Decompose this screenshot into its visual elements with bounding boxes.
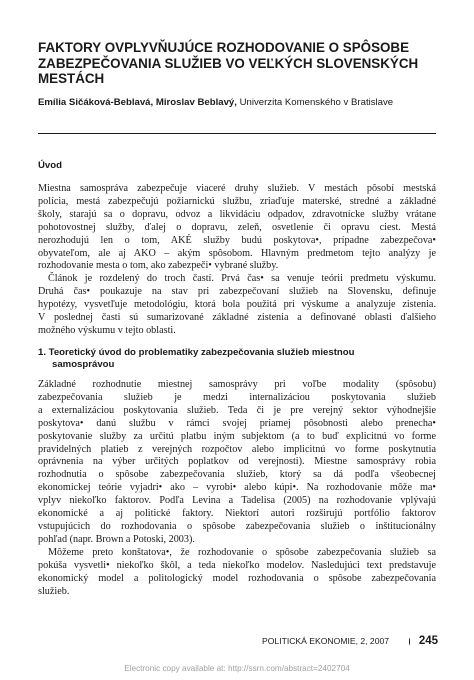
journal-name: POLITICKÁ EKONOMIE, 2, 2007 — [262, 636, 390, 646]
text-line: vstupujúcich do rozhodovania o spôsobe zabezpečovania služieb o inštitucionálny — [38, 520, 436, 532]
section-heading-line: 1. Teoretický úvod do problematiky zabezpečovania služieb miestnou — [38, 347, 355, 358]
text-line: pohotovostnej služby, ďalej o dopravu, zeleň, osvetlenie či opravu ciest. Mestá — [38, 221, 436, 233]
text-line: hypotézy, vysvetľuje metodológiu, ktorá bola použitá pri výskume a analyzuje zistenia. — [38, 298, 436, 310]
text-line: poskytova• danú službu v rámci svojej priamej pôsobnosti alebo prenecha• — [38, 417, 436, 429]
section-1-paragraph-1 — [38, 379, 436, 547]
title-line: ZABEZPEČOVANIA SLUŽIEB VO VEĽKÝCH SLOVENSKÝCH — [38, 55, 419, 71]
text-line: pravidelných platieb z verejných rozpočtov alebo implicitnú vo forme poskytnutia — [38, 443, 436, 455]
section-1-paragraph-2 — [38, 547, 436, 599]
electronic-copy-watermark: Electronic copy available at: http://ssrn.com/abstract=2402704 — [124, 664, 350, 673]
author-line — [38, 97, 438, 109]
text-line: služieb. — [38, 585, 70, 597]
text-line: poskytovanie služby za určitú platbu iným subjektom (a to buď explicitnú vo forme — [38, 430, 436, 442]
article-title — [38, 40, 438, 87]
text-line: školy, starajú sa o dopravu, odvoz a likvidáciu odpadov, zdravotnícke služby vrátane — [38, 208, 436, 220]
text-line: ekonomický model a politologický model rozhodovania o spôsobe zabezpečovania — [38, 572, 436, 584]
page-number: 245 — [418, 635, 438, 647]
text-line: nerozhodujú len o tom, AKÉ služby budú poskytova•, prípadne zabezpečova• — [38, 234, 436, 246]
text-line: a externalizáciou poskytovania služieb. Teda či je pre verejný sektor výhodnejšie — [38, 404, 436, 416]
text-line: V poslednej časti sú sumarizované základné zistenia a definované oblasti ďalšieho — [38, 311, 436, 323]
bullet-dot-icon — [409, 638, 410, 645]
text-line: rozhodnutia o spôsobe zabezpečovania služieb, ktorý sa dá podľa všeobecnej — [38, 469, 436, 481]
intro-paragraph-1 — [38, 183, 436, 273]
text-line: Môžeme preto konštatova•, že rozhodovanie o spôsobe zabezpečovania služieb sa — [48, 547, 436, 558]
text-line: Článok je rozdelený do troch častí. Prvá čas• sa venuje teórii predmetu výskumu. — [48, 273, 436, 284]
page-footer — [262, 635, 438, 647]
text-line: zabezpečovania služieb je medzi internalizáciou poskytovania služieb — [38, 391, 436, 403]
author-names: Emília Sičáková-Beblavá, Miroslav Beblavý, — [38, 97, 237, 108]
section-heading-line: samosprávou — [52, 359, 115, 370]
text-line: Druhá čas• poukazuje na stav pri zabezpečovaní služieb na Slovensku, definuje — [38, 285, 436, 297]
text-line: Základné rozhodnutie miestnej samosprávy pri voľbe modality (spôsobu) — [38, 379, 436, 390]
text-line: pohľad (napr. Brown a Potoski, 2003). — [38, 533, 195, 545]
text-line: ekonomickej teórie vyjadri• ako – vyrobi• alebo kúpi•. Na rozhodovanie môže ma• — [38, 482, 436, 494]
text-line: možného výskumu v tejto oblasti. — [38, 324, 176, 336]
text-line: vplyv niekoľko faktorov. Podľa Levina a Tadelisa (2005) na rozhodovanie vplývajú — [38, 495, 436, 507]
section-1-heading — [38, 347, 355, 371]
intro-paragraph-2 — [38, 273, 436, 338]
text-line: Miestna samospráva zabezpečuje viaceré druhy služieb. V mestách pôsobí mestská — [38, 183, 436, 194]
intro-heading: Úvod — [38, 160, 62, 171]
text-line: oprávnenia na výber určitých poplatkov od verejnosti). Miestne samosprávy robia — [38, 456, 436, 468]
title-line: MESTÁCH — [38, 71, 105, 87]
text-line: obyvateľom, ale aj AKO – akým spôsobom. Hlavným predmetom tejto analýzy je — [38, 247, 436, 259]
text-line: ekonomické a aj politické faktory. Niektorí autori rozširujú portfólio faktorov — [38, 508, 436, 520]
text-line: polícia, mestá zabezpečujú požiarnickú službu, zriaďuje materské, stredné a základné — [38, 195, 436, 207]
title-line: FAKTORY OVPLYVŇUJÚCE ROZHODOVANIE O SPÔSOBE — [38, 40, 410, 55]
text-line: rozhodovanie mesta o tom, ako zabezpeči• vybrané služby. — [38, 260, 279, 272]
author-affiliation: Univerzita Komenského v Bratislave — [236, 97, 394, 108]
header-divider — [38, 133, 436, 134]
text-line: pokúša vysvetli• niekoľko škôl, a teda niekoľko modelov. Nasledujúci text predstavuje — [38, 559, 436, 571]
